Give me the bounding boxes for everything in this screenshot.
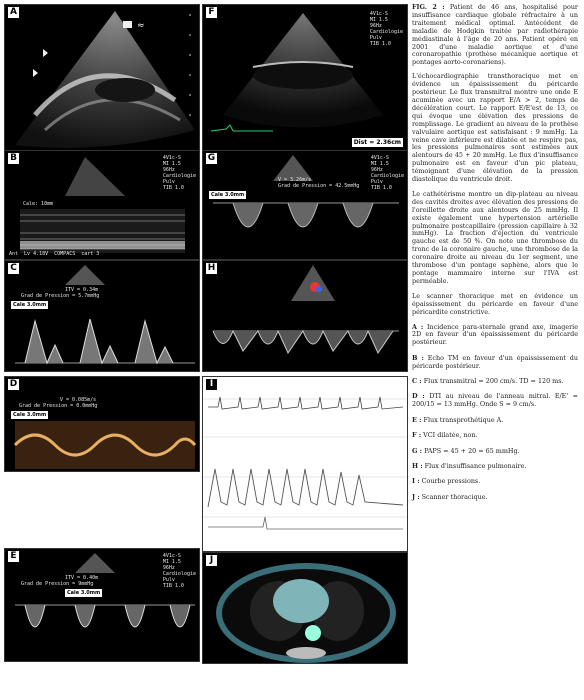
device-info-f: 4V1c-S MI 1.5 96Hz Cardiologie Pulv TIB 1.0 xyxy=(369,11,403,47)
panel-a xyxy=(4,4,200,152)
svg-text:≈: ≈ xyxy=(137,21,145,31)
device-info-b: 4V1c-S MI 1.5 96Hz Cardiologie Pulv TIB 1.0 xyxy=(162,155,196,191)
paragraph-1: L'échocardiographie transthoracique met en évidence un épaississement du péricarde postérieur. Le flux transmitral montre une onde E acuminée avec un rapport E/A > 2, temps de décélération court. Le rapport E/E'est de 13, ce qui évoque une élévation des pressions de remplissage. Le gradient au niveau de la prothèse valvulaire aortique est satisfaisant : 9 mmHg. La veine cave inférieure est dilatée et ne respire pas, les pressions pulmonaires sont estimées aux alentours de 45 + 20 mmHg. Le flux d'insuffisance pulmonaire est en faveur d'un pic plateau, témoignant d'une élévation de la pression diastolique du ventricule droit. xyxy=(412,72,578,184)
panel-label-h: H xyxy=(207,263,216,273)
legend-item: F : VCI dilatée, non. xyxy=(412,431,478,440)
legend-item: J : Scanner thoracique. xyxy=(412,492,488,501)
panel-label-g: G xyxy=(207,153,216,163)
panel-label-a: A xyxy=(8,7,19,18)
panel-b xyxy=(4,150,200,260)
box-c: Cale 3.0mm xyxy=(13,302,47,308)
panel-label-b: B xyxy=(8,153,19,164)
panel-e xyxy=(4,548,200,662)
device-info-g: 4V1c-S MI 1.5 96Hz Cardiologie Pulv TIB 1.0 xyxy=(370,155,404,191)
panel-j xyxy=(202,552,408,664)
paragraph-2: Le cathétérisme montre un dip-plateau au niveau des cavités droites avec élévation des pressions de l'oreillette droite aux alentours de 25 mmHg. Il existe également une hypertension artérielle pulmonaire postcapillaire (pression capillaire à 32 mmHg). La fraction d'éjection du ventricule gauche est de 50 %. On note une thrombose du tronc de la coronaire gauche, une thrombose de la coronaire droite au niveau du 1er segment, une thrombose d'un pontage saphène, alors que le pontage mammaire interne sur l'IVA est perméable. xyxy=(412,189,578,285)
box-d: Cale 3.0mm xyxy=(13,412,47,418)
legend-item: H : Flux d'insuffisance pulmonaire. xyxy=(412,462,527,470)
panel-f xyxy=(202,4,408,152)
panel-label-i: I xyxy=(206,379,217,390)
paragraph-3: Le scanner thoracique met en évidence un épaississement du péricarde en faveur d'une péricardite constrictive. xyxy=(412,291,578,316)
legend-item: D : DTI au niveau de l'anneau mitral. E/E' = 200/15 = 13 mmHg. Onde S = 9 cm/s. xyxy=(412,392,578,409)
legend-item: B : Echo TM en faveur d'un épaississement du péricarde postérieur. xyxy=(412,353,578,370)
doppler-trace-c xyxy=(5,261,200,372)
legend-item: E : Flux transprothétique A. xyxy=(412,415,504,424)
readout-e-1: ITV = 0.40m xyxy=(65,575,99,581)
readout-d-1: V = 0.085m/s xyxy=(60,397,97,403)
caption-text: Patient de 46 ans, hospitalisé pour insuffisance cardiaque globale réfractaire à un traitement médical optimal. Antécédent de maladie de Hodgkin traitée par radiothérapie médiastinale à l'âge de 20 ans. Patient opéré en 2001 d'une maladie aortique et d'une coronaropathie (prothèse mécanique aortique et pontages aorto-coronariens). xyxy=(412,3,578,67)
box-e: Cale 3.0mm xyxy=(67,590,101,596)
readout-c-1: ITV = 0.34m xyxy=(65,287,99,293)
legend-item: G : PAPS = 45 + 20 = 65 mmHg. xyxy=(412,446,520,455)
panel-label-c: C xyxy=(8,263,19,274)
panel-g xyxy=(202,150,408,260)
panel-label-f: F xyxy=(206,7,217,18)
readout-c-2: Grad de Pression = 5.7mmHg xyxy=(21,293,100,299)
echo-2d-sector-a xyxy=(5,5,200,152)
legend-item: I : Courbe pressions. xyxy=(412,477,481,486)
footer-b: Ant Lv 4.18V COMPACS cart 3 xyxy=(9,251,100,257)
readout-g-1: V = 3.26m/s xyxy=(278,177,312,183)
panel-label-d: D xyxy=(9,379,18,389)
readout-b: Cale: 10mm xyxy=(23,201,54,207)
panel-label-e: E xyxy=(8,551,19,562)
legend-list xyxy=(412,324,578,502)
device-info-e: 4V1c-S MI 1.5 96Hz Cardiologie Pulv TIB 1.0 xyxy=(162,553,196,589)
panel-d xyxy=(4,376,200,472)
doppler-trace-h xyxy=(203,261,408,372)
ct-scan-j xyxy=(203,553,408,664)
readout-g-2: Grad de Pression = 42.5mmHg xyxy=(278,183,360,189)
figure-caption xyxy=(412,4,578,67)
tdi-trace-d xyxy=(5,377,200,472)
panel-i xyxy=(202,376,408,552)
panel-h xyxy=(202,260,408,372)
legend-item: A : Incidence para-sternale grand axe, imagerie 2D en faveur d'un épaississement du péricarde postérieur. xyxy=(412,322,578,347)
readout-e-2: Grad de Pression = 9mmHg xyxy=(21,581,94,587)
panel-c xyxy=(4,260,200,372)
article-text xyxy=(412,4,578,509)
measure-dist-f: Dist = 2.36cm xyxy=(353,139,401,146)
caption-title: FIG. 2 : xyxy=(412,3,445,11)
panel-label-j: J xyxy=(206,555,217,566)
legend-item: C : Flux transmitral = 200 cm/s. TD = 120 ms. xyxy=(412,377,564,386)
readout-d-2: Grad de Pression = 0.0mmHg xyxy=(19,403,98,409)
pressure-curves-i xyxy=(203,377,408,552)
box-g: Cale 3.0mm xyxy=(211,192,245,198)
